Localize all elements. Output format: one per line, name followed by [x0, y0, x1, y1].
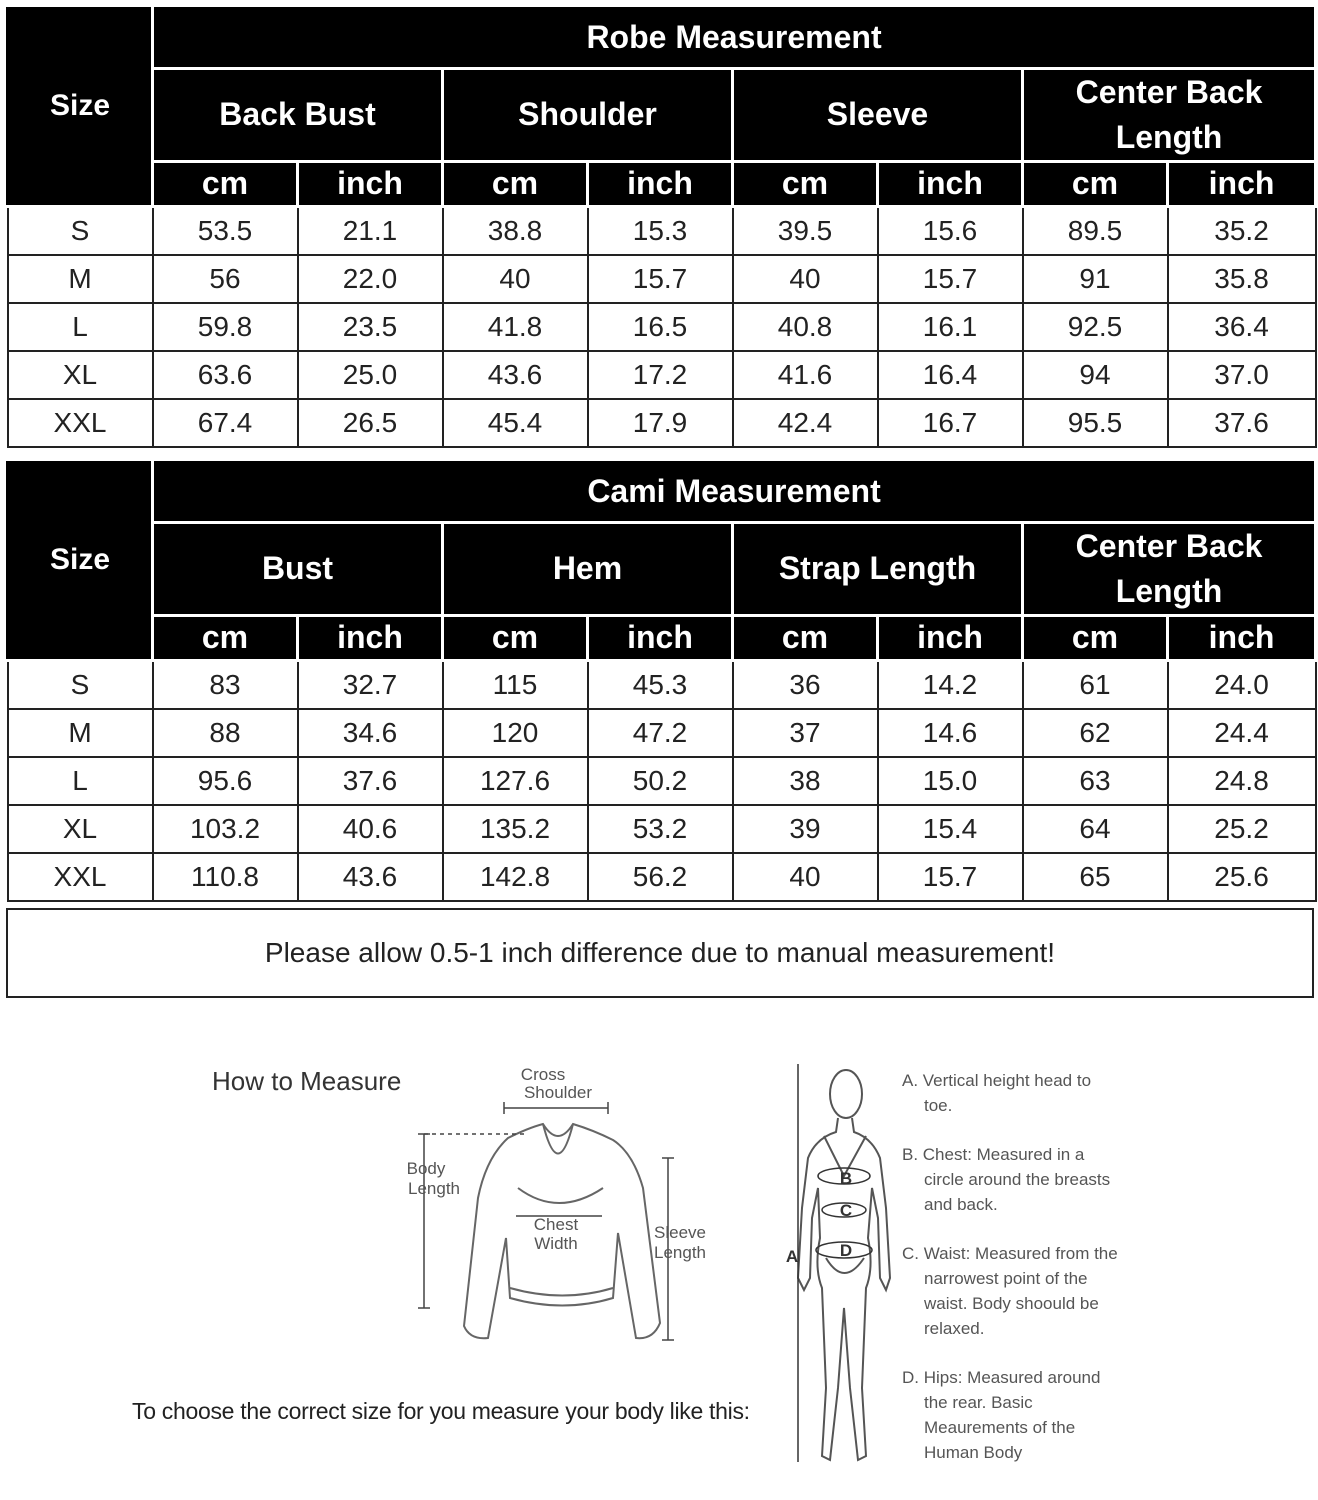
measurement-cell: 34.6 [298, 709, 443, 757]
measurement-cell: 103.2 [153, 805, 298, 853]
measurement-cell: 59.8 [153, 303, 298, 351]
measurement-cell: 63.6 [153, 351, 298, 399]
cross-shoulder-label: Shoulder [523, 1083, 593, 1102]
measurement-cell: 21.1 [298, 206, 443, 255]
measurement-cell: 53.2 [588, 805, 733, 853]
size-cell: M [8, 709, 153, 757]
measurement-cell: 15.3 [588, 206, 733, 255]
measurement-cell: 14.2 [878, 660, 1023, 709]
unit-header: cm [443, 615, 588, 660]
size-cell: M [8, 255, 153, 303]
measurement-cell: 45.3 [588, 660, 733, 709]
unit-header: cm [733, 161, 878, 206]
unit-header: cm [1023, 615, 1168, 660]
measurement-cell: 88 [153, 709, 298, 757]
measurement-cell: 53.5 [153, 206, 298, 255]
measurement-cell: 14.6 [878, 709, 1023, 757]
column-group-header: Bust [153, 523, 443, 616]
measurement-cell: 35.8 [1168, 255, 1316, 303]
table-row [8, 805, 1316, 853]
column-group-header: Hem [443, 523, 733, 616]
table-row [8, 853, 1316, 901]
unit-header: inch [878, 615, 1023, 660]
unit-header: cm [1023, 161, 1168, 206]
measurement-cell: 83 [153, 660, 298, 709]
measurement-cell: 39.5 [733, 206, 878, 255]
measurement-cell: 16.4 [878, 351, 1023, 399]
measurement-cell: 95.5 [1023, 399, 1168, 447]
size-cell: S [8, 660, 153, 709]
measurement-cell: 50.2 [588, 757, 733, 805]
measurement-cell: 23.5 [298, 303, 443, 351]
body-diagram-icon [778, 1058, 898, 1478]
measurement-cell: 36.4 [1168, 303, 1316, 351]
unit-header: inch [298, 161, 443, 206]
measurement-cell: 37 [733, 709, 878, 757]
measurement-cell: 43.6 [443, 351, 588, 399]
column-group-header: Back Bust [153, 69, 443, 162]
sweater-diagram-icon [398, 1058, 728, 1358]
table-row [8, 303, 1316, 351]
table-row [8, 709, 1316, 757]
body-label-b: B [839, 1169, 853, 1188]
table-row [8, 351, 1316, 399]
table-row [8, 757, 1316, 805]
unit-header: cm [153, 615, 298, 660]
measurement-cell: 45.4 [443, 399, 588, 447]
unit-header: cm [443, 161, 588, 206]
measurement-cell: 56.2 [588, 853, 733, 901]
table-title: Cami Measurement [153, 460, 1316, 523]
measurement-cell: 16.1 [878, 303, 1023, 351]
measurement-cell: 16.5 [588, 303, 733, 351]
table-row [8, 255, 1316, 303]
measurement-cell: 40.6 [298, 805, 443, 853]
size-cell: L [8, 303, 153, 351]
measurement-cell: 25.6 [1168, 853, 1316, 901]
measurement-cell: 38.8 [443, 206, 588, 255]
measurement-cell: 120 [443, 709, 588, 757]
measurement-cell: 43.6 [298, 853, 443, 901]
size-cell: L [8, 757, 153, 805]
unit-header: cm [153, 161, 298, 206]
measurement-cell: 37.6 [298, 757, 443, 805]
measurement-cell: 94 [1023, 351, 1168, 399]
measurement-cell: 37.6 [1168, 399, 1316, 447]
measurement-cell: 15.7 [588, 255, 733, 303]
size-cell: XL [8, 805, 153, 853]
measurement-cell: 61 [1023, 660, 1168, 709]
measurement-cell: 63 [1023, 757, 1168, 805]
size-header: Size [8, 460, 153, 661]
table-row [8, 206, 1316, 255]
column-group-header: Sleeve [733, 69, 1023, 162]
measurement-cell: 36 [733, 660, 878, 709]
cami-measurement-table [6, 458, 1317, 902]
measurement-cell: 32.7 [298, 660, 443, 709]
measurement-cell: 22.0 [298, 255, 443, 303]
measurement-cell: 40 [733, 255, 878, 303]
measure-instruction: To choose the correct size for you measure your body like this: [132, 1398, 750, 1424]
measurement-cell: 24.0 [1168, 660, 1316, 709]
step-hips: D. Hips: Measured around the rear. Basic Meaurements of the Human Body [902, 1368, 1101, 1462]
body-label-a: A [785, 1247, 799, 1266]
body-length-label: Length [408, 1179, 460, 1198]
measurement-cell: 38 [733, 757, 878, 805]
unit-header: inch [588, 615, 733, 660]
measurement-cell: 25.0 [298, 351, 443, 399]
size-cell: XXL [8, 399, 153, 447]
unit-header: inch [1168, 161, 1316, 206]
measurement-cell: 56 [153, 255, 298, 303]
column-group-header: Center Back Length [1023, 523, 1316, 616]
measurement-cell: 40 [443, 255, 588, 303]
measurement-cell: 41.6 [733, 351, 878, 399]
measurement-cell: 142.8 [443, 853, 588, 901]
measurement-cell: 110.8 [153, 853, 298, 901]
column-group-header: Strap Length [733, 523, 1023, 616]
chest-width-label: Chest [533, 1215, 579, 1234]
measurement-cell: 91 [1023, 255, 1168, 303]
measurement-cell: 24.4 [1168, 709, 1316, 757]
body-label-c: C [839, 1201, 853, 1220]
step-waist: C. Waist: Measured from the narrowest point of the waist. Body shoould be relaxed. [902, 1244, 1118, 1338]
size-header: Size [8, 6, 153, 207]
measurement-cell: 115 [443, 660, 588, 709]
measurement-cell: 67.4 [153, 399, 298, 447]
step-vertical-height: A. Vertical height head to toe. [902, 1071, 1092, 1115]
measurement-cell: 24.8 [1168, 757, 1316, 805]
measurement-cell: 39 [733, 805, 878, 853]
column-group-header: Center Back Length [1023, 69, 1316, 162]
unit-header: inch [298, 615, 443, 660]
body-label-d: D [839, 1241, 853, 1260]
measurement-cell: 15.4 [878, 805, 1023, 853]
measurement-cell: 135.2 [443, 805, 588, 853]
step-chest: B. Chest: Measured in a circle around the breasts and back. [902, 1145, 1111, 1214]
measurement-note: Please allow 0.5-1 inch difference due to manual measurement! [6, 908, 1314, 998]
measurement-cell: 15.7 [878, 853, 1023, 901]
measurement-cell: 35.2 [1168, 206, 1316, 255]
column-group-header: Shoulder [443, 69, 733, 162]
measurement-cell: 92.5 [1023, 303, 1168, 351]
table-row [8, 660, 1316, 709]
sleeve-length-label: Sleeve [654, 1223, 706, 1242]
measurement-cell: 40.8 [733, 303, 878, 351]
size-cell: XXL [8, 853, 153, 901]
chest-width-label: Width [534, 1234, 578, 1253]
measurement-cell: 37.0 [1168, 351, 1316, 399]
measurement-cell: 47.2 [588, 709, 733, 757]
cross-shoulder-label: Cross [520, 1065, 566, 1084]
measurement-steps [902, 1068, 1122, 1489]
measurement-cell: 65 [1023, 853, 1168, 901]
measurement-cell: 25.2 [1168, 805, 1316, 853]
measurement-cell: 127.6 [443, 757, 588, 805]
robe-measurement-table [6, 4, 1317, 448]
measurement-cell: 26.5 [298, 399, 443, 447]
measurement-cell: 89.5 [1023, 206, 1168, 255]
measurement-cell: 17.9 [588, 399, 733, 447]
measurement-cell: 64 [1023, 805, 1168, 853]
measurement-cell: 42.4 [733, 399, 878, 447]
unit-header: inch [878, 161, 1023, 206]
measurement-cell: 17.2 [588, 351, 733, 399]
measurement-cell: 41.8 [443, 303, 588, 351]
table-row [8, 399, 1316, 447]
measurement-cell: 16.7 [878, 399, 1023, 447]
unit-header: inch [1168, 615, 1316, 660]
size-cell: S [8, 206, 153, 255]
measurement-cell: 15.6 [878, 206, 1023, 255]
measurement-cell: 40 [733, 853, 878, 901]
measurement-cell: 15.7 [878, 255, 1023, 303]
unit-header: cm [733, 615, 878, 660]
measurement-cell: 95.6 [153, 757, 298, 805]
body-length-label: Body [406, 1159, 446, 1178]
measurement-cell: 15.0 [878, 757, 1023, 805]
size-cell: XL [8, 351, 153, 399]
how-to-measure-heading: How to Measure [212, 1066, 402, 1096]
unit-header: inch [588, 161, 733, 206]
sleeve-length-label: Length [654, 1243, 706, 1262]
table-title: Robe Measurement [153, 6, 1316, 69]
measurement-cell: 62 [1023, 709, 1168, 757]
